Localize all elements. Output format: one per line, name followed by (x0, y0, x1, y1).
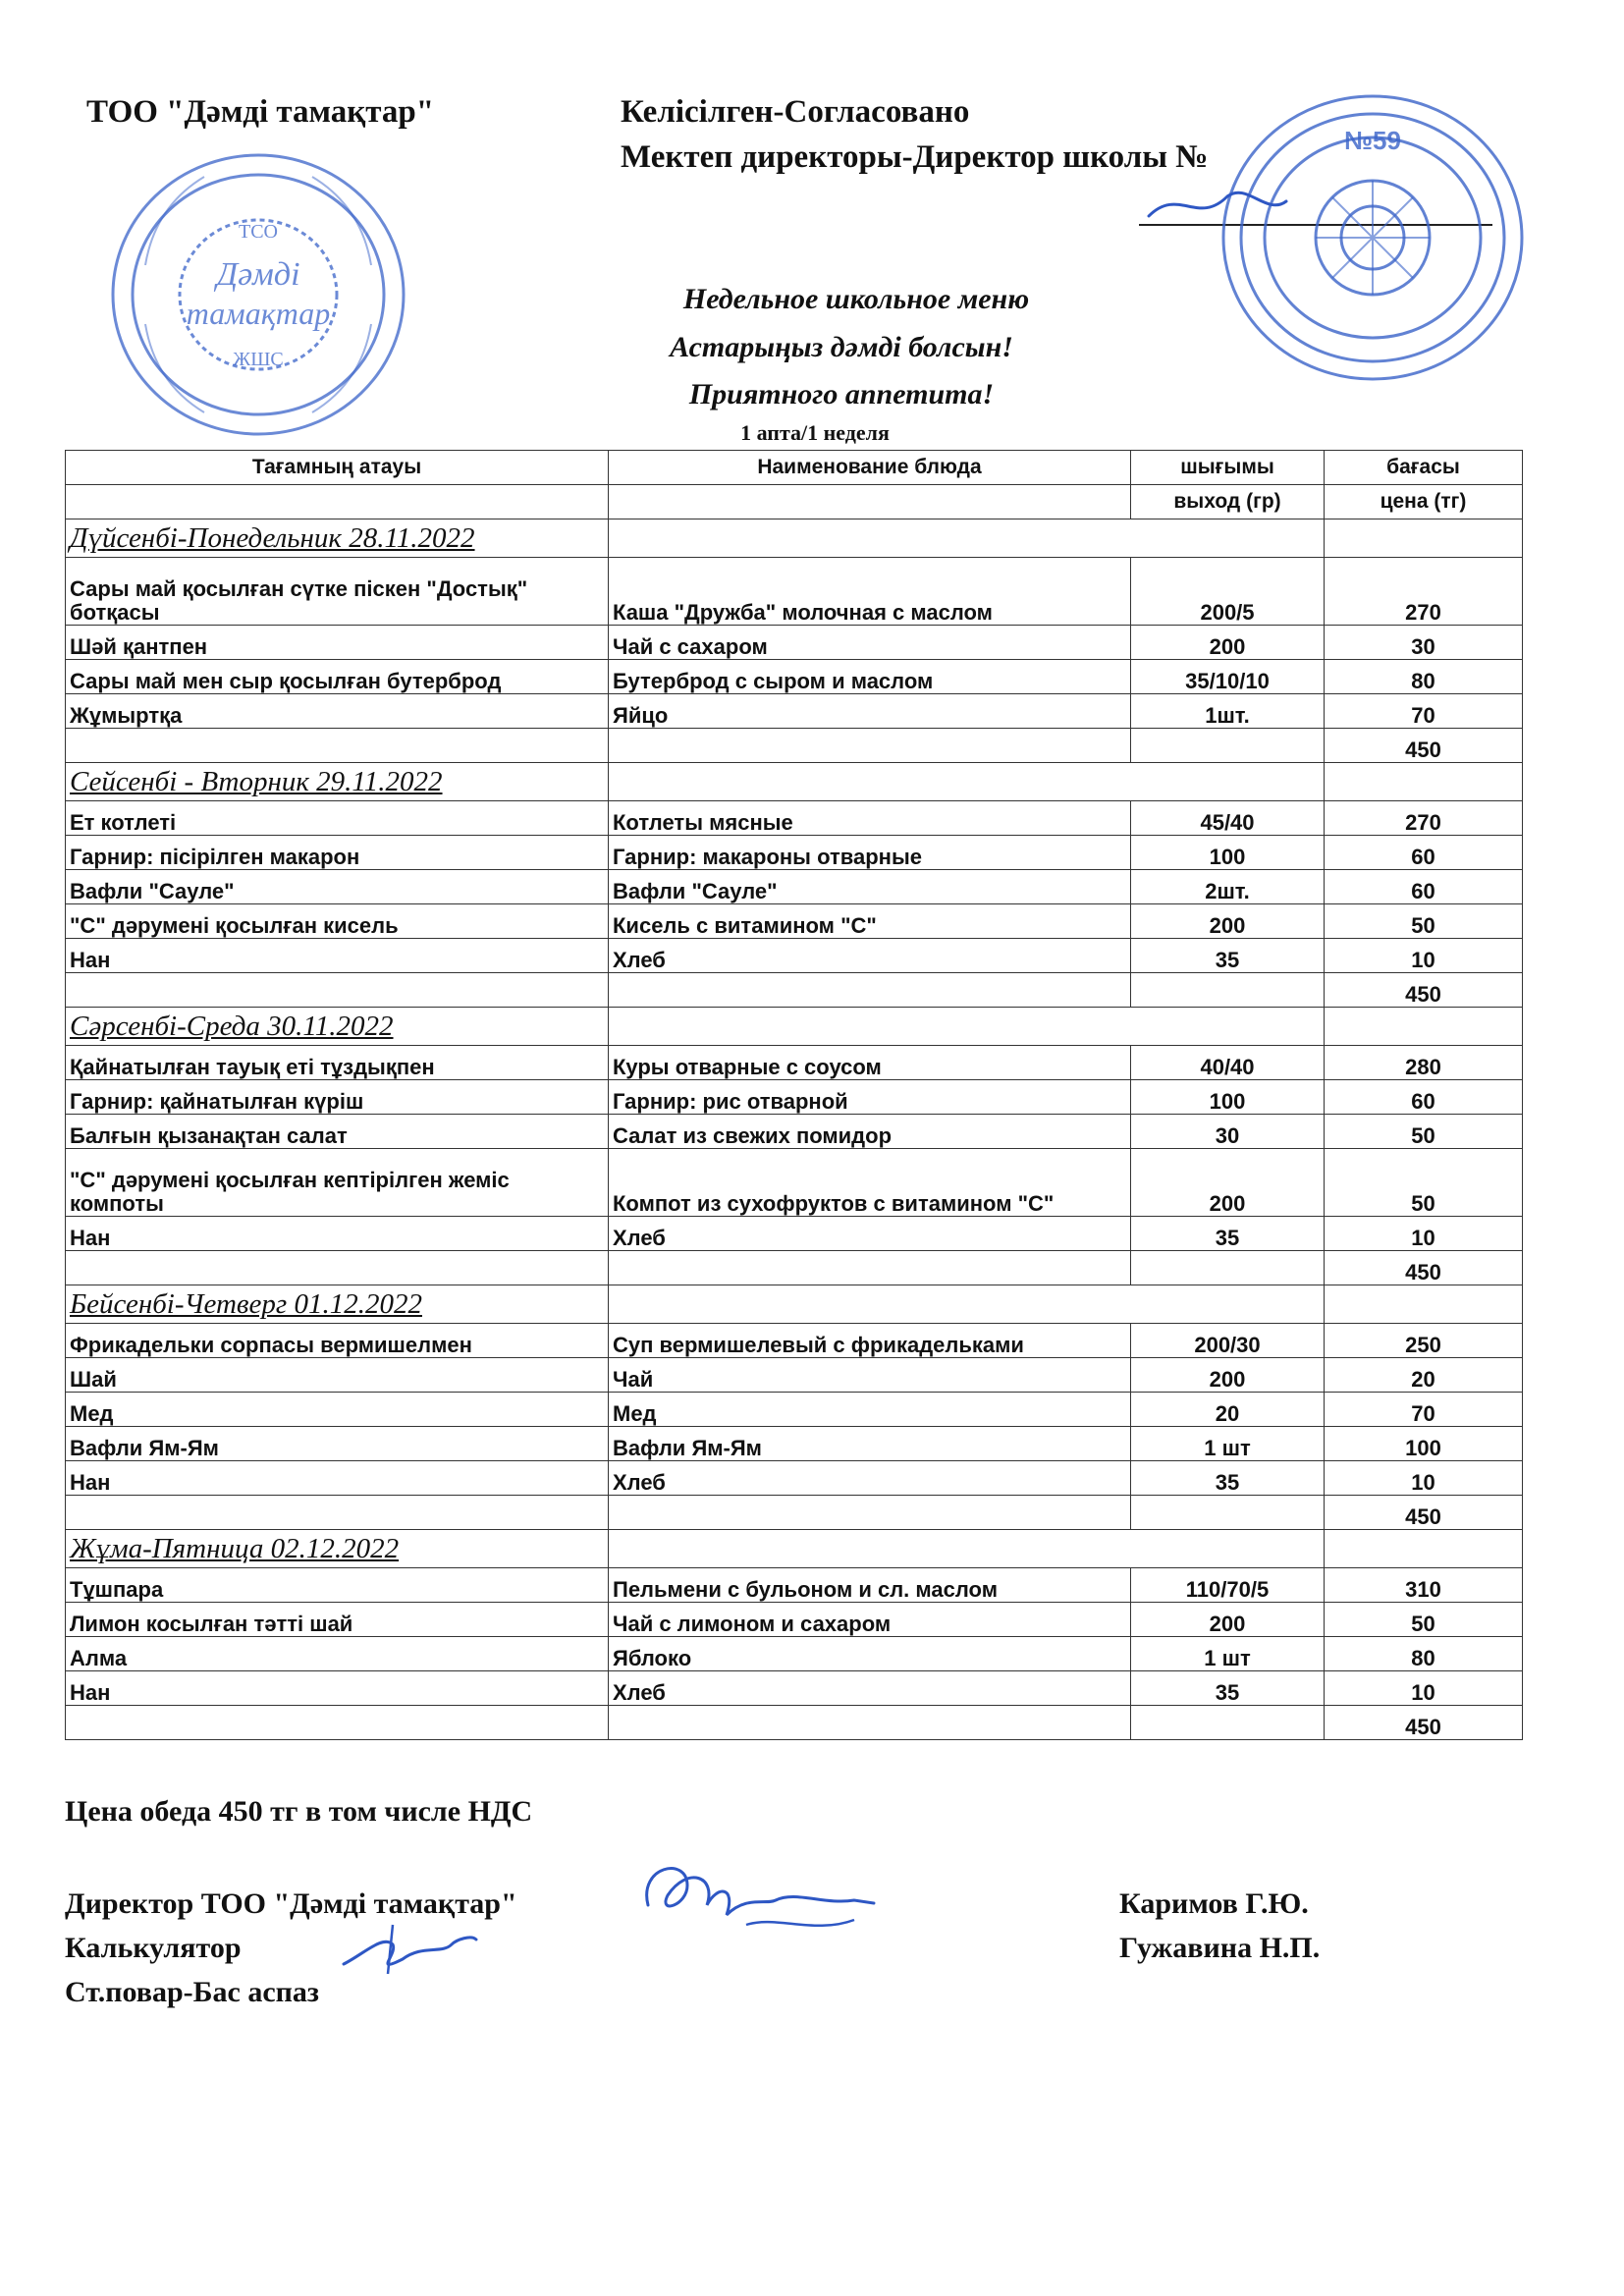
day-name: Сәрсенбі-Среда 30.11.2022 (66, 1008, 609, 1046)
dish-price: 20 (1325, 1358, 1523, 1393)
dish-name-ru: Бутерброд с сыром и маслом (609, 660, 1131, 694)
dish-name-ru: Гарнир: рис отварной (609, 1080, 1131, 1115)
day-total: 450 (1325, 1706, 1523, 1740)
dish-name-ru: Чай с лимоном и сахаром (609, 1603, 1131, 1637)
dish-output: 35 (1131, 939, 1325, 973)
dish-price: 250 (1325, 1324, 1523, 1358)
total-empty-cell (609, 1496, 1131, 1530)
total-empty-cell (609, 729, 1131, 763)
seal-number: №59 (1344, 126, 1401, 155)
director-name: Каримов Г.Ю. (1119, 1887, 1309, 1920)
day-total-row (66, 729, 1523, 763)
stamp-text-tso: ТСО (239, 221, 278, 243)
dish-name-ru: Хлеб (609, 1671, 1131, 1706)
dish-output: 2шт. (1131, 870, 1325, 904)
dish-name-kz: Гарнир: пісірілген макарон (66, 836, 609, 870)
table-row (66, 558, 1523, 626)
dish-output: 200/5 (1131, 558, 1325, 626)
dish-name-ru: Хлеб (609, 1217, 1131, 1251)
col-header-ru: Наименование блюда (609, 451, 1131, 485)
dish-price: 60 (1325, 1080, 1523, 1115)
table-row (66, 836, 1523, 870)
calculator-title: Калькулятор (65, 1932, 242, 1964)
dish-output: 1 шт (1131, 1427, 1325, 1461)
menu-title: Недельное школьное меню (682, 283, 1030, 315)
table-row (66, 1080, 1523, 1115)
dish-name-kz: Лимон косылған тәтті шай (66, 1603, 609, 1637)
table-row (66, 1603, 1523, 1637)
dish-name-kz: Нан (66, 1217, 609, 1251)
day-total: 450 (1325, 729, 1523, 763)
dish-name-kz: Жұмыртқа (66, 694, 609, 729)
dish-price: 60 (1325, 836, 1523, 870)
col-header-price-unit: цена (тг) (1325, 485, 1523, 519)
week-label: 1 апта/1 неделя (740, 420, 890, 445)
dish-price: 270 (1325, 558, 1523, 626)
dish-name-kz: Вафли "Сауле" (66, 870, 609, 904)
dish-price: 310 (1325, 1568, 1523, 1603)
stamp-text-brand: Дәмді (216, 256, 300, 293)
dish-price: 280 (1325, 1046, 1523, 1080)
dish-output: 30 (1131, 1115, 1325, 1149)
table-row (66, 904, 1523, 939)
dish-name-ru: Вафли Ям-Ям (609, 1427, 1131, 1461)
org-name: ТОО "Дәмді тамақтар" (86, 94, 435, 130)
day-header-empty (609, 763, 1325, 801)
dish-name-ru: Чай (609, 1358, 1131, 1393)
day-header-row (66, 1008, 1523, 1046)
dish-name-ru: Гарнир: макароны отварные (609, 836, 1131, 870)
day-total: 450 (1325, 1496, 1523, 1530)
day-name: Сейсенбі - Вторник 29.11.2022 (66, 763, 609, 801)
dish-name-ru: Кисель с витамином "С" (609, 904, 1131, 939)
total-empty-cell (66, 1706, 609, 1740)
table-row (66, 1115, 1523, 1149)
day-header-empty (1325, 1008, 1523, 1046)
dish-name-kz: Фрикадельки сорпасы вермишелмен (66, 1324, 609, 1358)
dish-price: 270 (1325, 801, 1523, 836)
dish-price: 80 (1325, 660, 1523, 694)
dish-price: 80 (1325, 1637, 1523, 1671)
table-row (66, 1393, 1523, 1427)
dish-output: 45/40 (1131, 801, 1325, 836)
dish-name-ru: Пельмени с бульоном и сл. маслом (609, 1568, 1131, 1603)
stamp-text-llp: ЖШС (233, 349, 284, 370)
day-header-empty (609, 1530, 1325, 1568)
dish-price: 70 (1325, 1393, 1523, 1427)
dish-price: 10 (1325, 1217, 1523, 1251)
total-empty-cell (1131, 729, 1325, 763)
table-row (66, 626, 1523, 660)
dish-name-ru: Куры отварные с соусом (609, 1046, 1131, 1080)
dish-output: 200 (1131, 1149, 1325, 1217)
dish-price: 70 (1325, 694, 1523, 729)
dish-name-kz: Шай (66, 1358, 609, 1393)
day-total-row (66, 1706, 1523, 1740)
day-header-empty (1325, 1285, 1523, 1324)
dish-output: 35/10/10 (1131, 660, 1325, 694)
day-name: Дүйсенбі-Понедельник 28.11.2022 (66, 519, 609, 558)
day-total: 450 (1325, 973, 1523, 1008)
calculator-name: Гужавина Н.П. (1119, 1932, 1321, 1964)
day-header-row (66, 519, 1523, 558)
table-row (66, 870, 1523, 904)
dish-name-kz: Вафли Ям-Ям (66, 1427, 609, 1461)
dish-price: 50 (1325, 1603, 1523, 1637)
day-header-empty (609, 1008, 1325, 1046)
dish-name-kz: Ет котлеті (66, 801, 609, 836)
dish-name-kz: Алма (66, 1637, 609, 1671)
dish-price: 50 (1325, 1115, 1523, 1149)
day-header-row (66, 763, 1523, 801)
dish-price: 50 (1325, 1149, 1523, 1217)
dish-name-kz: Қайнатылған тауық еті тұздықпен (66, 1046, 609, 1080)
dish-output: 200/30 (1131, 1324, 1325, 1358)
menu-wish-ru: Приятного аппетита! (688, 378, 995, 410)
table-row (66, 694, 1523, 729)
day-header-empty (1325, 763, 1523, 801)
day-header-empty (1325, 519, 1523, 558)
total-empty-cell (1131, 1251, 1325, 1285)
agreed-signature (1139, 177, 1296, 236)
dish-price: 60 (1325, 870, 1523, 904)
day-header-row (66, 1530, 1523, 1568)
dish-output: 35 (1131, 1461, 1325, 1496)
dish-name-kz: Гарнир: қайнатылған күріш (66, 1080, 609, 1115)
dish-output: 100 (1131, 836, 1325, 870)
dish-output: 110/70/5 (1131, 1568, 1325, 1603)
table-row (66, 1046, 1523, 1080)
dish-name-ru: Вафли "Сауле" (609, 870, 1131, 904)
total-empty-cell (66, 729, 609, 763)
dish-output: 200 (1131, 1603, 1325, 1637)
dish-name-ru: Хлеб (609, 939, 1131, 973)
total-empty-cell (609, 1251, 1131, 1285)
day-header-empty (609, 519, 1325, 558)
total-empty-cell (66, 1251, 609, 1285)
table-row (66, 660, 1523, 694)
day-total-row (66, 1251, 1523, 1285)
dish-price: 10 (1325, 1671, 1523, 1706)
day-name: Бейсенбі-Четверг 01.12.2022 (66, 1285, 609, 1324)
col-header-ru-empty (609, 485, 1131, 519)
day-name: Жұма-Пятница 02.12.2022 (66, 1530, 609, 1568)
menu-wish-kz: Астарыңыз дәмді болсын! (670, 331, 1013, 363)
day-total-row (66, 1496, 1523, 1530)
day-header-empty (1325, 1530, 1523, 1568)
total-empty-cell (1131, 973, 1325, 1008)
day-total-row (66, 973, 1523, 1008)
dish-price: 50 (1325, 904, 1523, 939)
col-header-output: шығымы (1131, 451, 1325, 485)
day-total: 450 (1325, 1251, 1523, 1285)
director-signature (628, 1846, 884, 1954)
table-row (66, 1568, 1523, 1603)
dish-name-ru: Салат из свежих помидор (609, 1115, 1131, 1149)
table-row (66, 1671, 1523, 1706)
stamp-text-brand2: тамақтар (186, 296, 331, 331)
table-row (66, 1149, 1523, 1217)
agreed-label: Келісілген-Согласовано (621, 94, 970, 130)
dish-name-kz: Нан (66, 1461, 609, 1496)
dish-output: 1шт. (1131, 694, 1325, 729)
dish-output: 35 (1131, 1217, 1325, 1251)
dish-name-kz: Сары май мен сыр қосылған бутерброд (66, 660, 609, 694)
day-header-empty (609, 1285, 1325, 1324)
table-row (66, 1427, 1523, 1461)
dish-name-kz: Балғын қызанақтан салат (66, 1115, 609, 1149)
dish-name-kz: "С" дәрумені қосылған кисель (66, 904, 609, 939)
calculator-signature (334, 1915, 481, 1994)
dish-name-ru: Яблоко (609, 1637, 1131, 1671)
total-empty-cell (1131, 1706, 1325, 1740)
col-header-kz-empty (66, 485, 609, 519)
dish-name-ru: Компот из сухофруктов с витамином "С" (609, 1149, 1131, 1217)
dish-price: 10 (1325, 1461, 1523, 1496)
dish-name-ru: Мед (609, 1393, 1131, 1427)
table-header-row (66, 451, 1523, 485)
dish-name-ru: Суп вермишелевый с фрикадельками (609, 1324, 1131, 1358)
dish-output: 35 (1131, 1671, 1325, 1706)
dish-name-ru: Хлеб (609, 1461, 1131, 1496)
dish-price: 30 (1325, 626, 1523, 660)
chef-title: Ст.повар-Бас аспаз (65, 1976, 319, 2008)
dish-name-ru: Котлеты мясные (609, 801, 1131, 836)
dish-output: 1 шт (1131, 1637, 1325, 1671)
total-empty-cell (609, 973, 1131, 1008)
col-header-output-unit: выход (гр) (1131, 485, 1325, 519)
dish-output: 200 (1131, 1358, 1325, 1393)
total-empty-cell (66, 973, 609, 1008)
dish-output: 40/40 (1131, 1046, 1325, 1080)
dish-name-kz: Шәй қантпен (66, 626, 609, 660)
dish-name-ru: Чай с сахаром (609, 626, 1131, 660)
table-row (66, 1358, 1523, 1393)
dish-name-kz: Нан (66, 1671, 609, 1706)
dish-output: 100 (1131, 1080, 1325, 1115)
total-empty-cell (609, 1706, 1131, 1740)
dish-name-kz: Нан (66, 939, 609, 973)
price-note: Цена обеда 450 тг в том числе НДС (65, 1795, 533, 1828)
dish-name-ru: Яйцо (609, 694, 1131, 729)
table-row (66, 1324, 1523, 1358)
total-empty-cell (1131, 1496, 1325, 1530)
director-title: Директор ТОО "Дәмді тамақтар" (65, 1887, 517, 1920)
table-row (66, 1461, 1523, 1496)
dish-name-kz: Тұшпара (66, 1568, 609, 1603)
dish-name-ru: Каша "Дружба" молочная с маслом (609, 558, 1131, 626)
dish-output: 200 (1131, 626, 1325, 660)
dish-name-kz: "С" дәрумені қосылған кептірілген жеміс компоты (66, 1149, 609, 1217)
dish-output: 200 (1131, 904, 1325, 939)
dish-name-kz: Сары май қосылған сүтке піскен "Достық" ботқасы (66, 558, 609, 626)
table-header-row-2 (66, 485, 1523, 519)
total-empty-cell (66, 1496, 609, 1530)
director-label: Мектеп директоры-Директор школы № (621, 139, 1209, 175)
dish-price: 100 (1325, 1427, 1523, 1461)
dish-name-kz: Мед (66, 1393, 609, 1427)
col-header-price: бағасы (1325, 451, 1523, 485)
table-row (66, 1637, 1523, 1671)
day-header-row (66, 1285, 1523, 1324)
menu-table (65, 450, 1523, 1740)
table-row (66, 801, 1523, 836)
table-row (66, 939, 1523, 973)
dish-price: 10 (1325, 939, 1523, 973)
col-header-kz: Тағамның атауы (66, 451, 609, 485)
dish-output: 20 (1131, 1393, 1325, 1427)
table-row (66, 1217, 1523, 1251)
